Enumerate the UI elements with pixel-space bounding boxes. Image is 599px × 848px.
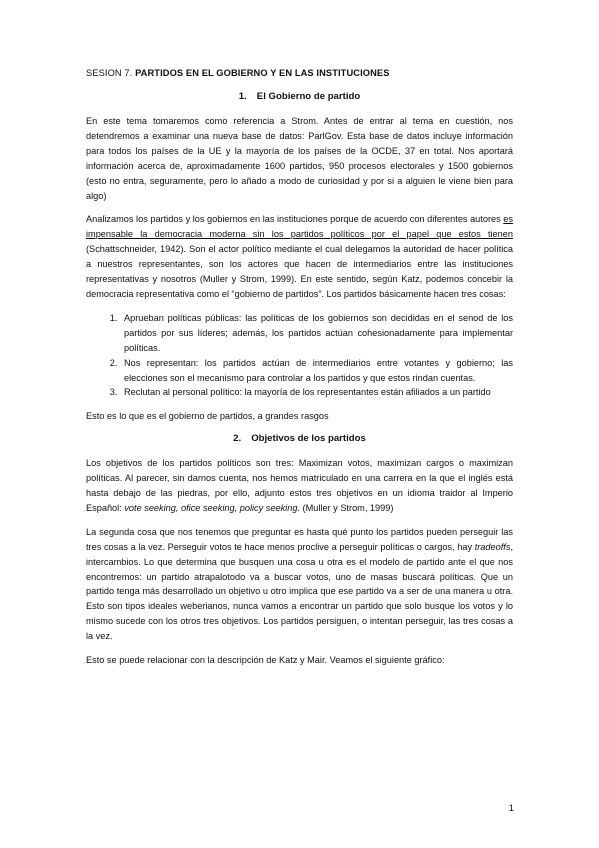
section-1-number: 1.: [238, 91, 247, 102]
section-1-paragraph-2: [86, 212, 513, 301]
section-2-paragraph-1: [86, 456, 513, 516]
list-item: 1. Aprueban políticas públicas: las políticas de los gobiernos son decididas en el senod de los partidos por sus líderes; además, los partidos actúan cohesionadamente para implementar políticas.: [120, 311, 513, 356]
page-number: 1: [508, 803, 514, 814]
session-title: PARTIDOS EN EL GOBIERNO Y EN LAS INSTITUCIONES: [135, 68, 390, 78]
session-prefix: SESION 7.: [86, 68, 136, 78]
section-2-paragraph-2: [86, 525, 513, 644]
s2-p2-italic: tradeoffs: [474, 541, 511, 552]
paragraph-2-text-a: Analizamos los partidos y los gobiernos en las instituciones porque de acuerdo con diferentes autores: [86, 214, 504, 225]
section-1-heading: [86, 91, 513, 102]
s2-p1-text-a: Los objetivos de los partidos políticos son tres: Maximizan votos, maximizan cargos o maximizan políticas. Al parecer, sin darnos cuenta, nos hemos matriculado en una carrera en la que el inglés está hasta debajo de las piedras, por ello, adjunto estos tres objetivos en un idioma traidor al Imperio Español:: [86, 458, 513, 513]
section-1-paragraph-1: En este tema tomaremos como referencia a Strom. Antes de entrar al tema en cuestión, nos detendremos a examinar una nueva base de datos: ParlGov. Esta base de datos incluye información para todos los países de la UE y la mayoría de los países de la OCDE, 37 en total. Nos aportará información acerca de, aproximadamente 1600 partidos, 950 procesos electorales y 1500 gobiernos (esto no entra, seguramente, pero lo añado a modo de curiosidad y por si a alguien le viene bien para algo): [86, 116, 513, 201]
s2-p2-text-b: , intercambios. Lo que determina que busquen una cosa u otra es el modelo de partido ante el que nos encontremos: un partido atrapalotodo va a buscar votos, uno de masas buscará políticas. Que un partido tenga más desarrollado un objetivo u otro implica que ese partido va a ser de una manera u otra. Esto son tipos ideales weberianos, nunca vamos a encontrar un partido que solo busque los votos y lo mismo sucede con los otros tres objetivos. Los partidos persiguen, o intentan perseguir, las tres cosas a la vez.: [86, 541, 513, 642]
section-1-title: El Gobierno de partido: [256, 91, 361, 102]
s2-p2-text-a: La segunda cosa que nos tenemos que preguntar es hasta qué punto los partidos pueden perseguir las tres cosas a la vez. Perseguir votos te hace menos proclive a perseguir políticas o cargos, hay: [86, 526, 513, 552]
list-item: 2. Nos representan: los partidos actúan de intermediarios entre votantes y gobierno; las elecciones son el mecanismo para controlar a los partidos y que estos rindan cuentas.: [120, 356, 513, 386]
section-2-heading: [86, 433, 513, 444]
section-2-title: Objetivos de los partidos: [251, 433, 366, 445]
paragraph-2-text-b: (Schattschneider, 1942). Son el actor político mediante el cual delegamos la autoridad de hacer política a nuestros representantes, son los actores que hacen de intermediarios entre las instituciones representativas y nosotros (Muller y Strom, 1999). En este sentido, según Katz, podemos concebir la democracia representativa como el “gobierno de partidos”. Los partidos básicamente hacen tres cosas:: [86, 244, 513, 299]
section-2-number: 2.: [233, 433, 242, 445]
s2-p1-italic: vote seeking, ofice seeking, policy seeking.: [124, 502, 300, 513]
section-1-paragraph-3: Esto es lo que es el gobierno de partidos, a grandes rasgos: [86, 411, 329, 422]
session-header: [86, 68, 513, 78]
list-item: 3. Reclutan al personal político: la mayoría de los representantes están afiliados a un partido: [120, 385, 513, 400]
party-functions-list: [86, 311, 513, 400]
paragraph-2-underlined: es impensable la democracia moderna sin los partidos políticos por el papel que estos tienen: [86, 214, 513, 240]
s2-p1-text-b: (Muller y Strom, 1999): [300, 502, 394, 513]
section-2-paragraph-3: Esto se puede relacionar con la descripción de Katz y Mair. Veamos el siguiente gráfico:: [86, 655, 445, 666]
